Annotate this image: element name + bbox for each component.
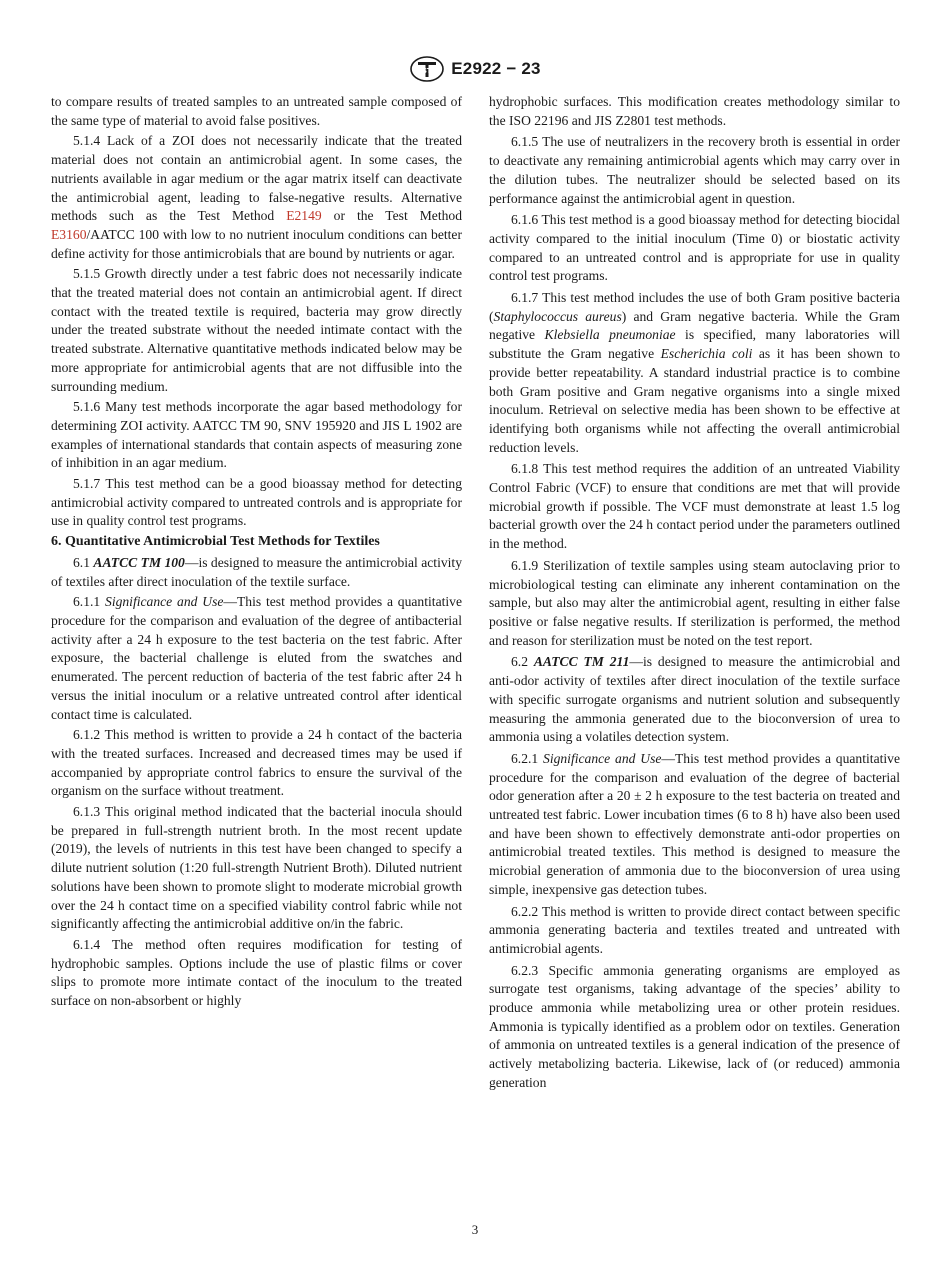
paragraph-6-2: 6.2 AATCC TM 211—is designed to measure the antimicrobial and anti-odor activity of textiles after direct inoculation of the textile surface with specific surrogate organisms and nutrient solution and subsequently measuring the ammonia generated due to the bioconversion of urea to ammonia using a volatiles detection system. [489,654,901,745]
left-column [51,93,462,1013]
paragraph-6-1-3: 6.1.3 This original method indicated that the bacterial inocula should be prepared in full-strength nutrient broth. In the most recent update (2019), the levels of nutrients in this test have been changed to specify a dilute nutrient solution (1:20 full-strength Nutrient Broth). Diluted nutrient solutions have been shown to promote slight to moderate microbial growth over the 24 h contact time on a specified viability control fabric while not significantly affecting the antimicrobial additive on/in the fabric. [51,804,462,932]
paragraph-6-1-6: 6.1.6 This test method is a good bioassay method for detecting biocidal activity compared to the initial inoculum (Time 0) or biostatic activity compared to an untreated control and is appropriate for use in quality control test programs. [489,212,900,284]
paragraph-6-2-1: 6.2.1 Significance and Use—This test method provides a quantitative procedure for the comparison and evaluation of the degree of bacterial odor generation after a 20 ± 2 h exposure to the test bacteria on treated and untreated test fabric. Lower incubation times (6 to 8 h) have also been used and have been shown to effectively demonstrate anti-odor properties on antimicrobial treated textiles. This method is designed to measure the microbial generation of ammonia due to the bioconversion of urea using simple, inexpensive gas detection tubes. [489,750,900,897]
paragraph-6-1: 6.1 AATCC TM 100—is designed to measure the antimicrobial activity of textiles after direct inoculation of the textile surface. [51,554,463,589]
reference-link-e2149[interactable]: E2149 [286,208,322,224]
svg-text:ASTM: ASTM [417,68,438,75]
paragraph-6-1-4: 6.1.4 The method often requires modification for testing of hydrophobic samples. Options include the use of plastic films or cover slips to promote more intimate contact of the inoculum to the treated surface on non-absorbent or highly [51,936,462,1009]
paragraph-5-1-5: 5.1.5 Growth directly under a test fabric does not necessarily indicate that the treated material does not contain an antimicrobial agent. If direct contact with the treated textile is required, bacteria may grow directly under the treated substrate without the needed intimate contact with the treated substrate. Alternative quantitative methods indicated below may be more appropriate for antimicrobial agents that are not diffusible into the surrounding medium. [51,266,462,394]
paragraph: to compare results of treated samples to an untreated sample composed of the same type of material to avoid false positives. [51,94,462,128]
paragraph-6-1-9: 6.1.9 Sterilization of textile samples using steam autoclaving prior to microbiological testing can eliminate any inherent contamination on the sample, but also may alter the antimicrobial agent, resulting in either false positive or false negative results. If sterilization is performed, the method and reason for sterilization must be noted on the test report. [489,557,900,648]
paragraph-6-1-5: 6.1.5 The use of neutralizers in the recovery broth is essential in order to deactivate any remaining antimicrobial agents which may carry over in the dilution tubes. The neutralizer should be selected based on its performance against the antimicrobial agent in question. [489,134,900,206]
paragraph-6-1-1: 6.1.1 Significance and Use—This test method provides a quantitative procedure for the comparison and evaluation of the degree of antibacterial activity after a 24 h exposure to the test bacteria on the test fabric. After exposure, the bacterial challenge is eluted from the swatches and enumerated. The percent reduction of bacteria of the test fabric after 24 h versus the initial inoculum or a relative untreated control after identical contact time is calculated. [51,594,462,722]
paragraph: hydrophobic surfaces. This modification creates methodology similar to the ISO 22196 and JIS Z2801 test methods. [489,94,900,128]
paragraph-6-2-3: 6.2.3 Specific ammonia generating organisms are employed as surrogate test organisms, taking advantage of the species’ ability to produce ammonia while metabolizing urea or other protein residues. Ammonia is typically identified as a problem odor on textiles. Generation of ammonia on untreated textiles is a general indication of the presence of actively metabolizing bacteria. Likewise, lack of (or reduced) ammonia generation [489,962,900,1090]
paragraph-5-1-6: 5.1.6 Many test methods incorporate the agar based methodology for determining ZOI activity. AATCC TM 90, SNV 195920 and JIS L 1902 are examples of international standards that contain aspects of measuring zone of inhibition in an agar medium. [51,399,462,471]
page-header [0,56,950,82]
paragraph-6-1-8: 6.1.8 This test method requires the addition of an untreated Viability Control Fabric (VCF) to ensure that conditions are met that will provide microbial growth if possible. The VCF must demonstrate at least 1.5 log bacterial growth over the 24 h contact period under the parameters outlined in the method. [489,461,900,552]
astm-logo-icon [409,56,445,82]
right-column [489,93,900,1095]
paragraph-6-2-2: 6.2.2 This method is written to provide direct contact between specific ammonia generating bacteria and textiles treated and untreated with antimicrobial agents. [489,903,900,956]
paragraph-6-1-2: 6.1.2 This method is written to provide a 24 h contact of the bacteria with the treated surfaces. Increased and decreased times may be used if accompanied by appropriate control fabrics to ensure the survival of the organism on the surface without treatment. [51,727,462,799]
reference-link-e3160[interactable]: E3160 [51,226,87,242]
paragraph-5-1-7: 5.1.7 This test method can be a good bioassay method for detecting antimicrobial activity compared to untreated controls and is appropriate for use in quality control test programs. [51,476,462,529]
paragraph-5-1-4: 5.1.4 Lack of a ZOI does not necessarily indicate that the treated material does not contain an antimicrobial agent. In some cases, the nutrients available in agar medium or the agar matrix itself can deactivate the antimicrobial agent, leading to false-negative results. Alternative methods such as the Test Method E2149 or the Test Method E3160/AATCC 100 with low to no nutrient inoculum conditions can better define activity for those antimicrobials that are bound by nutrients or agar. [51,133,462,261]
page-number: 3 [471,1222,479,1237]
document-designation: E2922 − 23 [451,59,541,78]
section-heading-6: 6. Quantitative Antimicrobial Test Methods for Textiles [51,534,380,550]
paragraph-6-1-7: 6.1.7 This test method includes the use of both Gram positive bacteria (Staphylococcus aureus) and Gram negative bacteria. While the Gram negative Klebsiella pneumoniae is specified, many laboratories will substitute the Gram negative Escherichia coli as it has been shown to provide better repeatability. A standard industrial practice is to combine both Gram positive and Gram negative organisms into a single mixed inoculum. Retrieval on selective media has been shown to be effective at identifying both organisms while not affecting the overall antimicrobial reduction levels. [489,290,901,455]
